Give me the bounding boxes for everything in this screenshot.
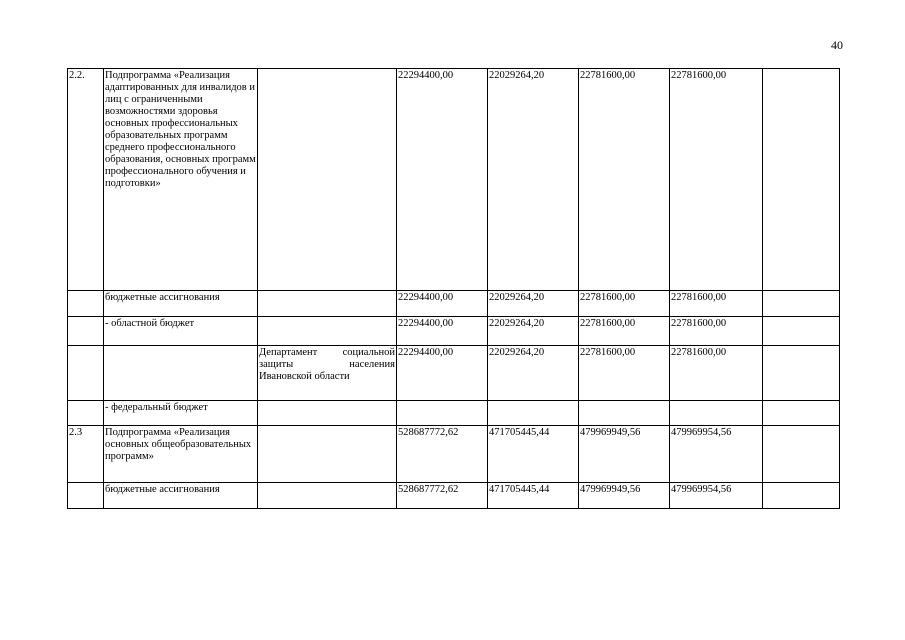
budget-table	[67, 68, 840, 509]
row-name: Подпрограмма «Реализация основных общеобразовательных программ»	[104, 426, 258, 483]
page-number: 40	[831, 38, 843, 52]
row-value-4: 479969954,56	[670, 426, 763, 483]
row-value-3: 22781600,00	[579, 291, 670, 317]
table-row	[68, 317, 840, 346]
table-row	[68, 401, 840, 426]
row-name	[104, 346, 258, 401]
row-value-4: 22781600,00	[670, 317, 763, 346]
row-value-5	[763, 401, 840, 426]
row-number	[68, 401, 104, 426]
row-value-4: 479969954,56	[670, 483, 763, 509]
row-name: - областной бюджет	[104, 317, 258, 346]
row-number: 2.2.	[68, 69, 104, 291]
row-value-1: 528687772,62	[397, 426, 488, 483]
row-value-5	[763, 291, 840, 317]
table-row	[68, 291, 840, 317]
row-value-4	[670, 401, 763, 426]
row-executor	[258, 426, 397, 483]
row-value-2: 22029264,20	[488, 291, 579, 317]
row-value-3: 22781600,00	[579, 317, 670, 346]
row-value-5	[763, 346, 840, 401]
row-value-2	[488, 401, 579, 426]
row-name: бюджетные ассигнования	[104, 291, 258, 317]
row-value-5	[763, 317, 840, 346]
row-value-5	[763, 69, 840, 291]
table-row	[68, 426, 840, 483]
table-row	[68, 69, 840, 291]
row-value-1: 22294400,00	[397, 291, 488, 317]
row-executor	[258, 69, 397, 291]
row-value-4: 22781600,00	[670, 69, 763, 291]
row-name: - федеральный бюджет	[104, 401, 258, 426]
row-executor	[258, 291, 397, 317]
row-name: Подпрограмма «Реализация адаптированных для инвалидов и лиц с ограниченными возможностями здоровья основных профессиональных образовательных программ среднего профессионального образования, основных программ профессионального обучения и подготовки»	[104, 69, 258, 291]
row-value-1: 22294400,00	[397, 317, 488, 346]
row-number	[68, 483, 104, 509]
row-executor	[258, 401, 397, 426]
row-executor: Департамент социальной защиты населения Ивановской области	[258, 346, 397, 401]
row-value-5	[763, 483, 840, 509]
row-executor	[258, 317, 397, 346]
row-value-3	[579, 401, 670, 426]
row-value-2: 22029264,20	[488, 69, 579, 291]
row-number: 2.3	[68, 426, 104, 483]
row-value-4: 22781600,00	[670, 346, 763, 401]
row-executor	[258, 483, 397, 509]
row-value-3: 479969949,56	[579, 426, 670, 483]
row-value-2: 471705445,44	[488, 483, 579, 509]
row-number	[68, 317, 104, 346]
row-value-2: 22029264,20	[488, 346, 579, 401]
row-value-3: 22781600,00	[579, 69, 670, 291]
row-value-3: 479969949,56	[579, 483, 670, 509]
row-number	[68, 346, 104, 401]
row-value-3: 22781600,00	[579, 346, 670, 401]
row-value-1: 22294400,00	[397, 69, 488, 291]
row-number	[68, 291, 104, 317]
row-value-1: 22294400,00	[397, 346, 488, 401]
row-value-1: 528687772,62	[397, 483, 488, 509]
row-name: бюджетные ассигнования	[104, 483, 258, 509]
row-value-2: 22029264,20	[488, 317, 579, 346]
row-value-4: 22781600,00	[670, 291, 763, 317]
row-value-5	[763, 426, 840, 483]
row-value-1	[397, 401, 488, 426]
table-row	[68, 346, 840, 401]
table-row	[68, 483, 840, 509]
row-value-2: 471705445,44	[488, 426, 579, 483]
